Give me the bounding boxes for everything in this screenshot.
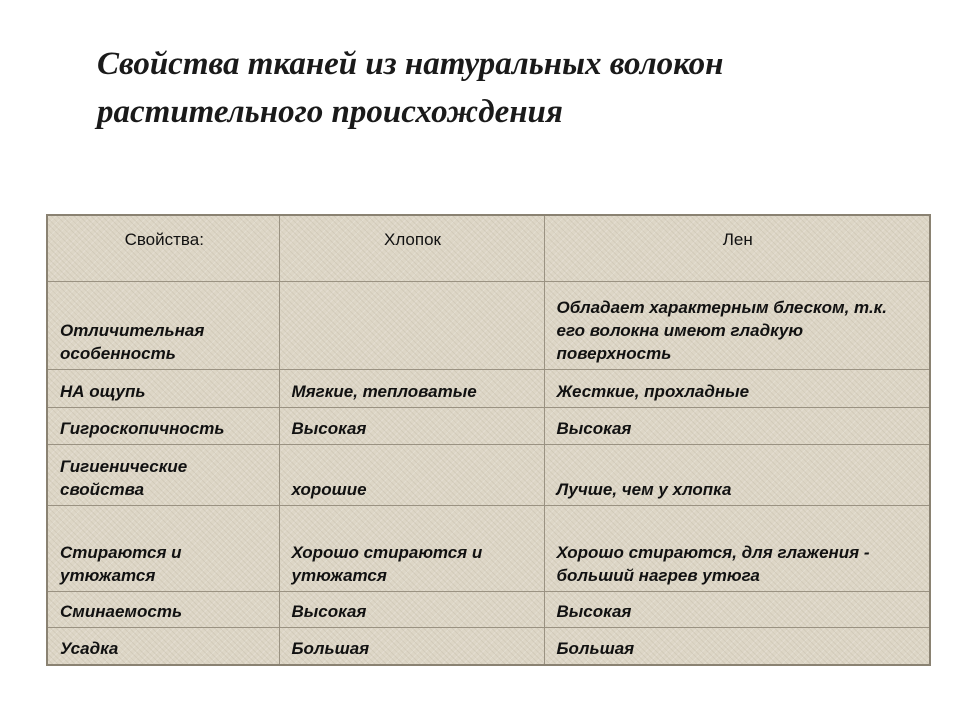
slide-title-line-2: растительного происхождения xyxy=(97,94,563,130)
slide-title-line-1: Свойства тканей из натуральных волокон xyxy=(97,46,724,82)
cotton-cell: Большая xyxy=(279,627,544,665)
linen-cell: Большая xyxy=(544,627,930,665)
header-properties: Свойства: xyxy=(47,215,279,281)
header-cotton: Хлопок xyxy=(279,215,544,281)
cotton-cell: Хорошо стираются и утюжатся xyxy=(279,505,544,591)
linen-cell: Высокая xyxy=(544,407,930,444)
property-cell: Отличительная особенность xyxy=(47,281,279,369)
cotton-cell: Мягкие, тепловатые xyxy=(279,369,544,407)
cotton-cell: Высокая xyxy=(279,407,544,444)
table-header-row xyxy=(47,215,930,281)
cotton-cell: хорошие xyxy=(279,444,544,505)
property-cell: Гигроскопичность xyxy=(47,407,279,444)
table-row xyxy=(47,369,930,407)
table-row xyxy=(47,505,930,591)
properties-table-container xyxy=(46,214,929,666)
table-row xyxy=(47,281,930,369)
table-row xyxy=(47,444,930,505)
linen-cell: Высокая xyxy=(544,591,930,627)
property-cell: Сминаемость xyxy=(47,591,279,627)
fabric-properties-table xyxy=(46,214,931,666)
property-cell: Гигиенические свойства xyxy=(47,444,279,505)
table-row xyxy=(47,627,930,665)
cotton-cell xyxy=(279,281,544,369)
table-row xyxy=(47,591,930,627)
linen-cell: Лучше, чем у хлопка xyxy=(544,444,930,505)
cotton-cell: Высокая xyxy=(279,591,544,627)
linen-cell: Жесткие, прохладные xyxy=(544,369,930,407)
property-cell: Усадка xyxy=(47,627,279,665)
slide-title xyxy=(97,40,917,136)
header-linen: Лен xyxy=(544,215,930,281)
property-cell: Стираются и утюжатся xyxy=(47,505,279,591)
linen-cell: Обладает характерным блеском, т.к. его волокна имеют гладкую поверхность xyxy=(544,281,930,369)
linen-cell: Хорошо стираются, для глажения - больший нагрев утюга xyxy=(544,505,930,591)
property-cell: НА ощупь xyxy=(47,369,279,407)
table-row xyxy=(47,407,930,444)
